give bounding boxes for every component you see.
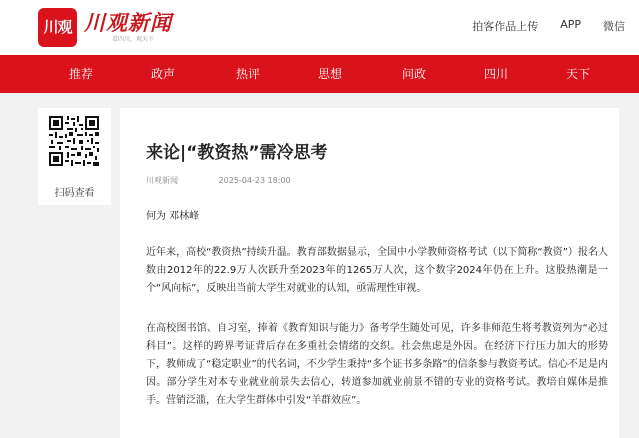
upload-link[interactable]: 拍客作品上传 <box>472 20 539 33</box>
nav-item-sichuan[interactable]: 四川 <box>484 67 509 81</box>
nav-item-thought[interactable]: 思想 <box>318 67 343 81</box>
qr-code-icon[interactable] <box>49 116 99 166</box>
article-date: 2025-04-23 18:00 <box>218 176 291 185</box>
logo-mark[interactable]: 川观 <box>38 8 77 47</box>
top-links <box>450 18 625 34</box>
top-header <box>0 0 639 55</box>
nav-item-inquiry[interactable]: 问政 <box>402 67 427 81</box>
nav-item-commentary[interactable]: 热评 <box>236 67 261 81</box>
article-paragraph: 在高校图书馆、自习室，捧着《教育知识与能力》备考学生随处可见，许多非师范生将考教资列为“必过科目”。这样的跨界考证背后存在多重社会情绪的交织。社会焦虑是外因。在经济下行压力加大的形势下，教师成了“稳定职业”的代名词，不少学生秉持“多个证书多条路”的信条参与教资考试。信心不足是内因。部分学生对本专业就业前景失去信心，转道参加就业前景不错的专业的资格考试。教培自媒体是推手。营销泛滥，在大学生群体中引发“羊群效应”。 <box>146 323 608 406</box>
logo-slogan: 看四川，观天下 <box>112 36 155 43</box>
nav-item-world[interactable]: 天下 <box>566 67 591 81</box>
article-paragraph: 近年来，高校“教资热”持续升温。教育部数据显示，全国中小学教师资格考试（以下简称“教资”）报名人数由2012年的22.9万人次跃升至2023年的1265万人次，这个数字2024年仍在上升。这股热潮是一个“风向标”，反映出当前大学生对就业的认知，亟需理性审视。 <box>146 247 608 294</box>
article-body <box>120 108 619 438</box>
qr-panel <box>38 108 111 205</box>
article-title: 来论|“教资热”需冷思考 <box>146 143 328 163</box>
article-author: 何为 邓林峰 <box>146 211 200 222</box>
article-meta <box>146 175 291 186</box>
qr-label: 扫码查看 <box>54 188 95 199</box>
article-source[interactable]: 川观新闻 <box>146 176 178 185</box>
logo-name[interactable]: 川观新闻 <box>84 11 172 35</box>
wechat-link[interactable]: 微信 <box>603 20 625 33</box>
app-link[interactable]: APP <box>560 18 581 31</box>
nav-item-recommend[interactable]: 推荐 <box>69 67 94 81</box>
nav-item-politics[interactable]: 政声 <box>151 67 176 81</box>
main-nav <box>0 55 639 93</box>
